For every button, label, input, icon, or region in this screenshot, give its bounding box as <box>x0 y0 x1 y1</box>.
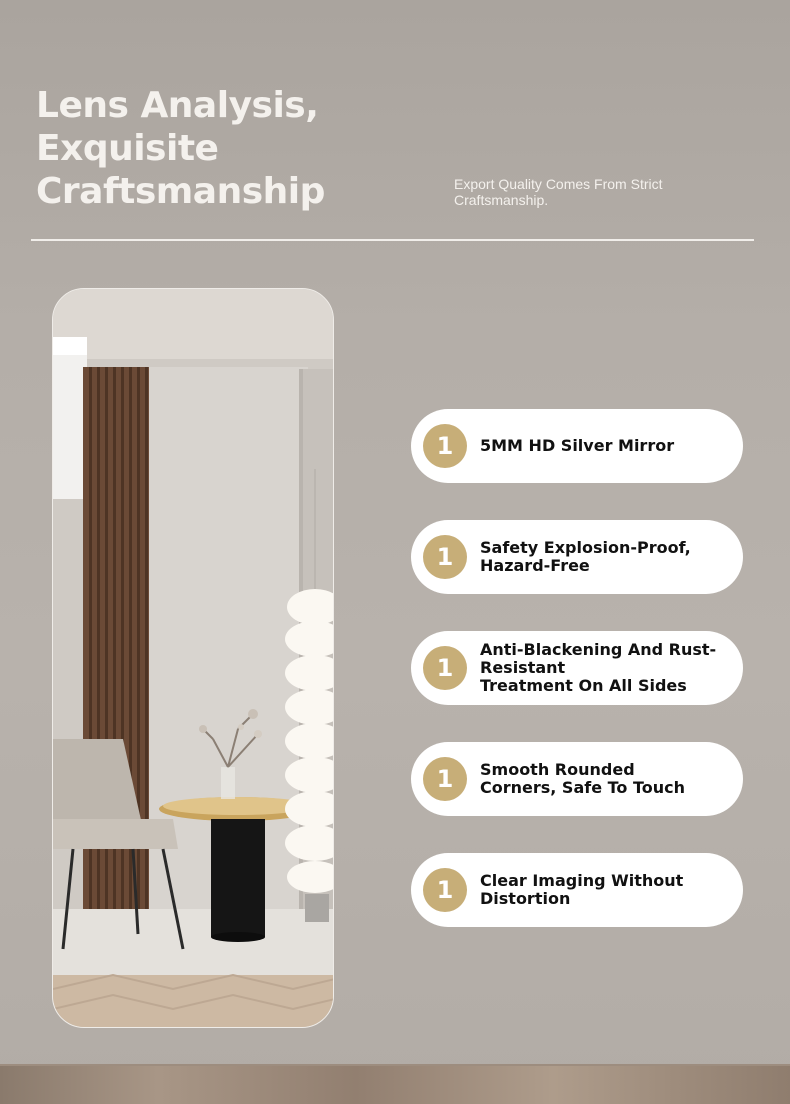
feature-item-4 <box>411 742 743 816</box>
divider <box>31 239 754 241</box>
subtitle: Export Quality Comes From Strict Craftsmanship. <box>454 176 663 208</box>
headline <box>36 84 376 213</box>
feature-item-3 <box>411 631 743 705</box>
feature-label: 5MM HD Silver Mirror <box>480 436 675 455</box>
feature-label: Safety Explosion-Proof, Hazard-Free <box>480 538 691 575</box>
feature-label: Smooth Rounded Corners, Safe To Touch <box>480 760 686 797</box>
feature-number-badge: 1 <box>423 646 467 690</box>
feature-number-badge: 1 <box>423 535 467 579</box>
feature-item-5 <box>411 853 743 927</box>
feature-label: Anti-Blackening And Rust-Resistant Treatment On All Sides <box>480 640 717 695</box>
feature-item-2 <box>411 520 743 594</box>
feature-number-badge: 1 <box>423 868 467 912</box>
feature-item-1 <box>411 409 743 483</box>
headline-line-2: Exquisite <box>36 128 219 169</box>
feature-number-badge: 1 <box>423 424 467 468</box>
mirror-reflection-illustration <box>53 289 334 1028</box>
floor-strip <box>0 1066 790 1104</box>
feature-number-badge: 1 <box>423 757 467 801</box>
headline-line-1: Lens Analysis, <box>36 85 319 126</box>
feature-label: Clear Imaging Without Distortion <box>480 871 684 908</box>
headline-line-3: Craftsmanship <box>36 171 325 212</box>
mirror-product-image <box>52 288 334 1028</box>
